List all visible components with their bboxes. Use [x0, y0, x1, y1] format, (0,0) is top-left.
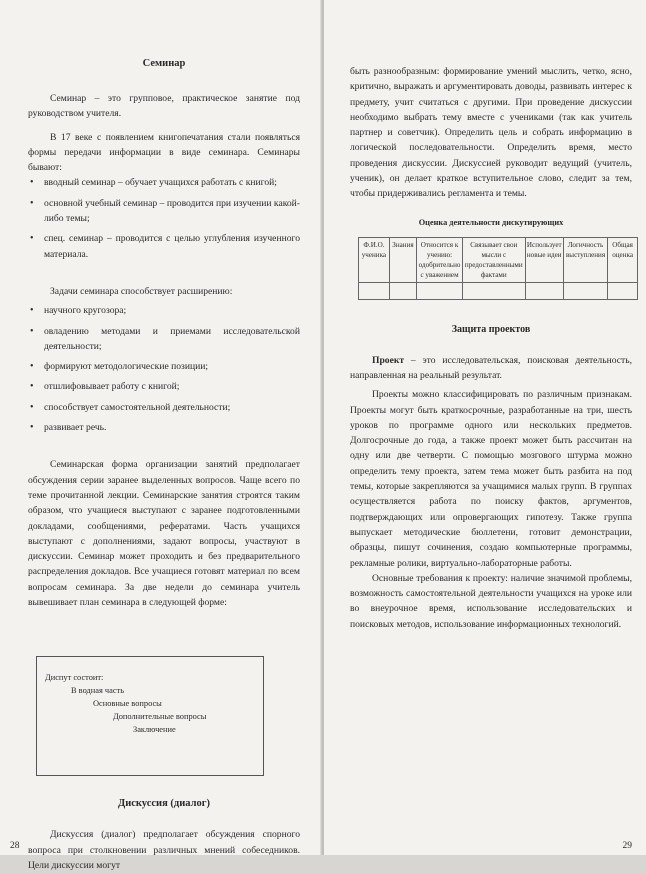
- discussion-title: Дискуссия (диалог): [117, 798, 211, 810]
- table-header: Знания: [389, 237, 416, 282]
- seminar-title: Семинар: [142, 58, 186, 69]
- projects-title: Защита проектов: [451, 323, 531, 335]
- table-header: Общая оценка: [608, 237, 638, 282]
- project-definition: [350, 353, 632, 384]
- list-item: • спец. семинар – проводится с целью углубления изученного материала.: [28, 231, 300, 262]
- seminar-tasks-list: [28, 303, 300, 435]
- table-header: Относится к учению: одобрительно с уважением: [417, 237, 463, 282]
- table-header: Связывает свои мысли с предоставленными фактами: [462, 237, 525, 282]
- list-item: • вводный семинар – обучает учащихся работать с книгой;: [28, 175, 300, 190]
- list-item: • способствует самостоятельной деятельности;: [28, 400, 300, 415]
- evaluation-table-title: Оценка деятельности дискутирующих: [418, 217, 564, 227]
- list-item: • отшлифовывает работу с книгой;: [28, 379, 300, 394]
- table-row: [359, 282, 638, 299]
- seminar-definition: Семинар – это групповое, практическое занятие под руководством учителя.: [28, 93, 300, 120]
- project-definition-text: – это исследовательская, поисковая деятельность, направленная на реальный результат.: [350, 354, 632, 381]
- list-item: • научного кругозора;: [28, 303, 300, 318]
- plan-line: Основные вопросы: [93, 699, 162, 709]
- seminar-form-paragraph: Семинарская форма организации занятий предполагает обсуждения серии заранее выделенных вопросов. Чаще всего по теме прочитанной лекции. Семинарские занятия строятся таким образом, что учащиеся выступают с заранее подготовленными докладами, сообщениями, рефератами. Часть учащихся выступают с дополнениями, задают вопросы, участвуют в дискуссии. Семинар может проходить и без предварительного распределения докладов. Все учащиеся готовят материал по всем вопросам семинара. За две недели до семинара учитель вывешивает план семинара в следующей форме:: [28, 459, 300, 609]
- project-term: Проект: [372, 354, 405, 366]
- discussion-paragraph: Дискуссия (диалог) предполагает обсуждения спорного вопроса при столкновении различных мнений собеседников. Цели дискуссии могут: [28, 829, 300, 871]
- plan-line: Заключение: [133, 725, 176, 735]
- evaluation-table: [358, 237, 638, 300]
- project-requirements: Основные требования к проекту: наличие значимой проблемы, возможность самостоятельной деятельности учащихся на уроке или во внеурочное время, использование исследовательских и поисковых методов, использование информационных технологий.: [350, 572, 632, 630]
- list-item: • овладению методами и приемами исследовательской деятельности;: [28, 324, 300, 355]
- plan-line: Дополнительные вопросы: [113, 712, 207, 722]
- list-item: • основной учебный семинар – проводится при изучении какой-либо темы;: [28, 196, 300, 227]
- right-page: [324, 0, 646, 855]
- page-number-left: 28: [10, 841, 20, 851]
- plan-line: В водная часть: [71, 686, 125, 696]
- seminar-history: В 17 веке с появлением книгопечатания стали появляться формы передачи информации в виде семинара. Семинары бывают:: [28, 131, 300, 174]
- page-number-right: 29: [622, 841, 632, 851]
- list-item: • формируют методологические позиции;: [28, 359, 300, 374]
- plan-line: Диспут состоит:: [45, 673, 104, 683]
- discussion-continued: быть разнообразным: формирование умений мыслить, четко, ясно, критично, выражать и аргументировать доводы, развивать интерес к предмету, учит считаться с другими. При проведение дискуссии необходимо выбрать тему вместе с учениками (так как учитель партнер и советчик). Определить цель и собрать информацию в логической последовательности. Определить время, место проведения дискуссии. Дискуссией руководит ведущий (учитель, ученик), он делает краткое вступительное слово, следит за тем, чтобы придерживались регламента и темы.: [350, 66, 632, 200]
- projects-classification: Проекты можно классифицировать по различным признакам. Проекты могут быть краткосрочные, разработанные на три, шесть уроков по программе одного или нескольких предметов. Долгосрочные до года, а также проект может быть рассчитан на одну или две четверти. С помощью мозгового штурма можно определить тему проекта, затем тема может быть разбита на под темы, которые закрепляются за учащимися малых групп. В группах осуществляется работа по поиску фактов, аргументов, подтверждающих или опровергающих гипотезу. Также группа выпускает методические бюллетени, готовит демонстрации, образцы, пишут сочинения, создаю компьютерные программы, рекламные ролики, виртуально-лабораторные работы.: [350, 389, 632, 569]
- seminar-types-list: [28, 175, 300, 261]
- seminar-plan-box: [36, 656, 264, 776]
- table-header: Ф.И.О. ученика: [359, 237, 390, 282]
- list-item: • развивает речь.: [28, 420, 300, 435]
- table-header: Использует новые идеи: [525, 237, 563, 282]
- table-header: Логичность выступления: [563, 237, 607, 282]
- left-page: [0, 0, 322, 871]
- seminar-tasks-intro: Задачи семинара способствует расширению:: [50, 285, 233, 297]
